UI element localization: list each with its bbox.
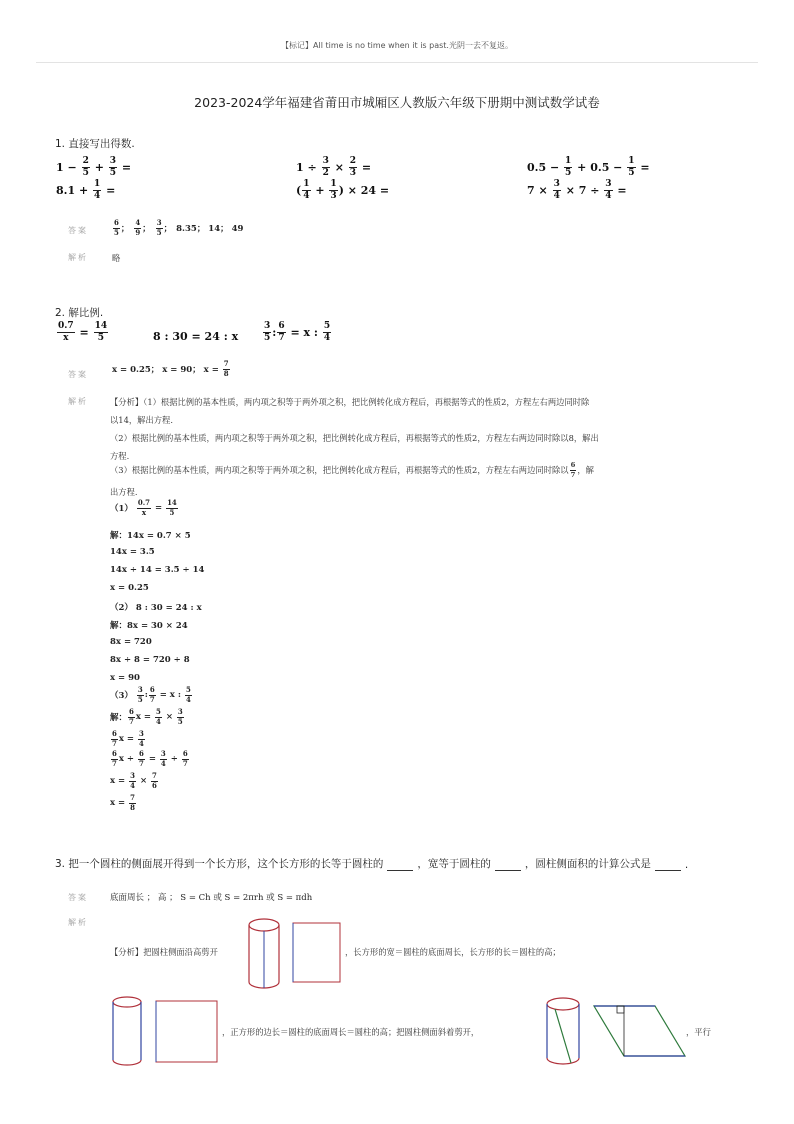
q1-expr-2: 1 ÷ $\frac{3}{2}$ × $\frac{2}{3}$ = xyxy=(296,156,372,179)
fraction: $\frac{3}{5}$ xyxy=(156,218,162,237)
fraction: $\frac{3}{4}$ xyxy=(160,749,166,768)
q2-proportion-3: $\frac{3}{5}$ : $\frac{6}{7}$ = x : $\frac{5}{4}$ xyxy=(264,321,331,344)
fraction: $\frac{6}{7}$ xyxy=(149,685,155,704)
q3-analysis-text: ，平行 xyxy=(686,1027,711,1037)
q2-analysis-line: 以14，解出方程. xyxy=(110,415,173,425)
fraction: $\frac{7}{8}$ xyxy=(223,359,229,378)
fraction: $\frac{3}{5}$ xyxy=(177,707,183,726)
q1-expr-3: 0.5 − $\frac{1}{5}$ + 0.5 − $\frac{1}{5}$ = xyxy=(527,156,650,179)
oblique-cut-cylinder-diagram xyxy=(543,994,583,1068)
q1-analysis-label: 解析 xyxy=(68,253,88,262)
q2-step: 14x = 3.5 xyxy=(110,547,155,557)
q3-analysis-text: 【分析】把圆柱侧面沿高剪开 xyxy=(110,947,218,957)
q3-stem: 3. 把一个圆柱的侧面展开得到一个长方形，这个长方形的长等于圆柱的 ，宽等于圆柱的 ，圆柱侧面积的计算公式是 . xyxy=(55,858,689,871)
q1-analysis: 略 xyxy=(112,253,121,263)
fraction: $\frac{3}{4}$ xyxy=(138,729,144,748)
q1-answer: $\frac{6}{5}$ ； $\frac{4}{9}$ ； $\frac{3}{5}$ ； 8.35； 14； 49 xyxy=(114,218,244,237)
q2-proportion-1: $\frac{0.7}{x}$ = $\frac{14}{5}$ xyxy=(58,321,108,344)
fraction: $\frac{6}{7}$ xyxy=(278,321,285,344)
fraction: $\frac{1}{4}$ xyxy=(94,179,101,202)
fraction: $\frac{2}{5}$ xyxy=(82,156,89,179)
fraction: $\frac{0.7}{x}$ xyxy=(137,498,151,517)
q2-step: x = $\frac{7}{8}$ xyxy=(110,793,135,812)
fraction: $\frac{7}{8}$ xyxy=(130,793,135,812)
q2-stem: 2. 解比例. xyxy=(55,307,104,319)
q1-expr-6: 7 × $\frac{3}{4}$ × 7 ÷ $\frac{3}{4}$ = xyxy=(527,179,627,202)
q3-analysis-text: ，正方形的边长＝圆柱的底面周长＝圆柱的高；把圆柱侧面斜着剪开， xyxy=(222,1027,480,1037)
fraction: $\frac{5}{4}$ xyxy=(185,685,191,704)
fraction: $\frac{1}{5}$ xyxy=(565,156,572,179)
q3-answer: 底面周长 ； 高 ； S = Ch 或 S = 2πrh 或 S = πdh xyxy=(110,893,313,903)
q2-step: （2） 8 : 30 = 24 : x xyxy=(110,603,202,613)
q2-step-1: （1） $\frac{0.7}{x}$ = $\frac{14}{5}$ xyxy=(110,498,177,517)
fraction: $\frac{14}{5}$ xyxy=(167,498,177,517)
q2-step: 14x ÷ 14 = 3.5 ÷ 14 xyxy=(110,565,205,575)
fraction: $\frac{3}{2}$ xyxy=(322,156,329,179)
fraction: $\frac{3}{4}$ xyxy=(553,179,560,202)
q2-analysis-line: 出方程. xyxy=(110,487,138,497)
answer-blank xyxy=(655,870,681,871)
fraction: $\frac{7}{6}$ xyxy=(152,771,157,790)
fraction: $\frac{3}{5}$ xyxy=(109,156,117,179)
fraction: $\frac{1}{4}$ xyxy=(303,179,310,202)
answer-blank xyxy=(495,870,521,871)
q1-expr-1: 1 − $\frac{2}{5}$ + $\frac{3}{5}$ = xyxy=(56,156,132,179)
q2-proportion-2: 8 : 30 = 24 : x xyxy=(153,330,239,343)
q2-step: $\frac{6}{7}$ x ÷ $\frac{6}{7}$ = $\frac{3}{4}$ ÷ $\frac{6}{7}$ xyxy=(112,749,188,768)
q2-analysis-line: 【分析】（1）根据比例的基本性质，两内项之积等于两外项之积，把比例转化成方程后，再根据等式的性质2，方程左右两边同时除 xyxy=(110,397,590,407)
q2-step: x = $\frac{3}{4}$ × $\frac{7}{6}$ xyxy=(110,771,157,790)
fraction: $\frac{6}{7}$ xyxy=(570,461,576,479)
fraction: $\frac{2}{3}$ xyxy=(349,156,357,179)
q2-step: x = 90 xyxy=(110,673,140,683)
q2-step: x = 0.25 xyxy=(110,583,149,593)
q2-step-3: （3） $\frac{3}{5}$ : $\frac{6}{7}$ = x : $\frac{5}{4}$ xyxy=(110,685,191,704)
square-diagram xyxy=(155,1000,219,1064)
fraction: $\frac{0.7}{x}$ xyxy=(58,321,74,344)
q2-step: 8x ÷ 8 = 720 ÷ 8 xyxy=(110,655,190,665)
q2-step: 解： $\frac{6}{7}$ x = $\frac{5}{4}$ × $\frac{3}{5}$ xyxy=(110,707,183,726)
q2-analysis-label: 解析 xyxy=(68,397,88,406)
q1-expr-5: ( $\frac{1}{4}$ + $\frac{1}{3}$ ) × 24 = xyxy=(296,179,390,202)
q2-step: 解：8x = 30 × 24 xyxy=(110,621,188,631)
fraction: $\frac{4}{9}$ xyxy=(135,218,141,237)
q3-analysis-text: ，长方形的宽＝圆柱的底面周长，长方形的长＝圆柱的高； xyxy=(345,947,561,957)
fraction: $\frac{3}{4}$ xyxy=(605,179,612,202)
q2-step: 8x = 720 xyxy=(110,637,152,647)
q2-analysis-line: （3）根据比例的基本性质，两内项之积等于两外项之积，把比例转化成方程后，再根据等式的性质2，方程左右两边同时除以 $\frac{6}{7}$ ，解 xyxy=(110,461,594,479)
q2-step: 解：14x = 0.7 × 5 xyxy=(110,531,191,541)
fraction: $\frac{5}{4}$ xyxy=(323,321,331,344)
fraction: $\frac{6}{5}$ xyxy=(114,218,119,237)
q2-step: $\frac{6}{7}$ x = $\frac{3}{4}$ xyxy=(112,729,144,748)
q2-answer: x = 0.25； x = 90； x = $\frac{7}{8}$ xyxy=(112,359,229,378)
fraction: $\frac{6}{7}$ xyxy=(138,749,144,768)
page-title: 2023-2024学年福建省莆田市城厢区人教版六年级下册期中测试数学试卷 xyxy=(194,95,600,110)
answer-blank xyxy=(387,870,413,871)
q1-expr-4: 8.1 + $\frac{1}{4}$ = xyxy=(56,179,116,202)
fraction: $\frac{3}{4}$ xyxy=(130,771,135,790)
fraction: $\frac{6}{7}$ xyxy=(112,729,117,748)
fraction: $\frac{6}{7}$ xyxy=(182,749,188,768)
fraction: $\frac{5}{4}$ xyxy=(156,707,161,726)
fraction: $\frac{6}{7}$ xyxy=(112,749,117,768)
q2-answer-label: 答案 xyxy=(68,370,88,379)
cylinder-diagram xyxy=(246,916,282,992)
q2-analysis-line: （2）根据比例的基本性质，两内项之积等于两外项之积，把比例转化成方程后，再根据等式的性质2，方程左右两边同时除以8，解出 xyxy=(110,433,599,443)
q1-answer-label: 答案 xyxy=(68,226,88,235)
header-note: 【标记】All time is no time when it is past.光阴一去不复返。 xyxy=(281,41,513,50)
fraction: $\frac{3}{5}$ xyxy=(137,685,143,704)
q2-analysis-line: 方程. xyxy=(110,451,130,461)
fraction: $\frac{1}{3}$ xyxy=(330,179,337,202)
parallelogram-diagram xyxy=(592,1004,688,1058)
fraction: $\frac{6}{7}$ xyxy=(129,707,134,726)
fraction: $\frac{1}{5}$ xyxy=(628,156,635,179)
rectangle-diagram xyxy=(292,922,342,984)
q1-stem: 1. 直接写出得数. xyxy=(55,138,135,150)
header-divider xyxy=(36,62,758,63)
q3-analysis-label: 解析 xyxy=(68,918,88,927)
fraction: $\frac{3}{5}$ xyxy=(264,321,271,344)
cylinder-diagram xyxy=(110,994,144,1068)
fraction: $\frac{14}{5}$ xyxy=(94,321,108,344)
q3-answer-label: 答案 xyxy=(68,893,88,902)
